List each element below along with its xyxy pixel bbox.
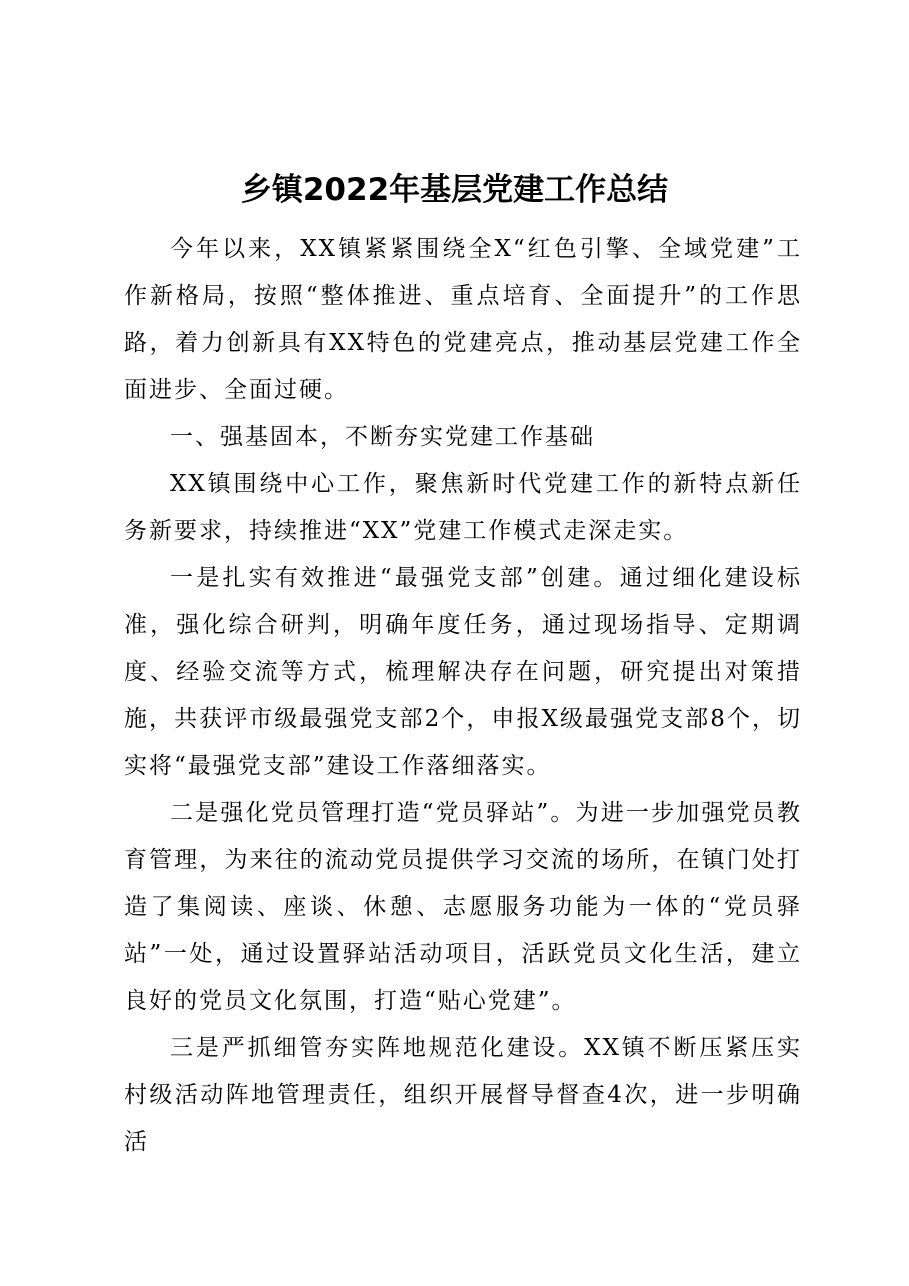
paragraph-item-2: 二是强化党员管理打造“党员驿站”。为进一步加强党员教育管理，为来往的流动党员提供学习交流的场所，在镇门处打造了集阅读、座谈、休憩、志愿服务功能为一体的“党员驿站”一处，通过设置驿站活动项目，活跃党员文化生活，建立良好的党员文化氛围，打造“贴心党建”。 [124, 800, 802, 1014]
paragraph-item-3: 三是严抓细管夯实阵地规范化建设。XX镇不断压紧压实村级活动阵地管理责任，组织开展督导督查4次，进一步明确活 [124, 1035, 802, 1155]
paragraph-intro: 今年以来，XX镇紧紧围绕全X“红色引擎、全域党建”工作新格局，按照“整体推进、重点培育、全面提升”的工作思路，着力创新具有XX特色的党建亮点，推动基层党建工作全面进步、全面过硬。 [124, 236, 802, 403]
document-body [124, 226, 802, 1166]
document-title: 乡镇2022年基层党建工作总结 [240, 172, 669, 208]
section-heading-1: 一、强基固本，不断夯实党建工作基础 [170, 424, 595, 450]
paragraph-section-1-summary: XX镇围绕中心工作，聚焦新时代党建工作的新特点新任务新要求，持续推进“XX”党建工作模式走深走实。 [124, 471, 802, 544]
paragraph-item-1: 一是扎实有效推进“最强党支部”创建。通过细化建设标准，强化综合研判，明确年度任务，通过现场指导、定期调度、经验交流等方式，梳理解决存在问题，研究提出对策措施，共获评市级最强党支部2个，申报X级最强党支部8个，切实将“最强党支部”建设工作落细落实。 [124, 565, 802, 779]
